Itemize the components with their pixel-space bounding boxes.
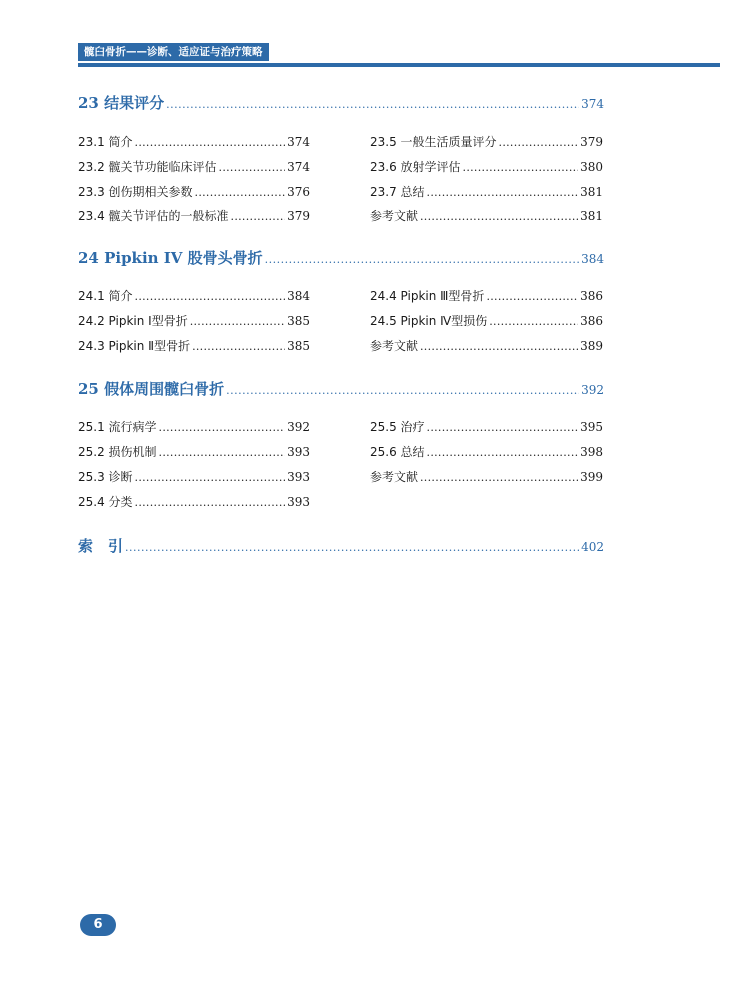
- entry-title: 25.1 流行病学: [78, 420, 157, 434]
- toc-index[interactable]: [78, 536, 604, 558]
- entry-page: 393: [287, 470, 310, 484]
- entry-page: 386: [580, 314, 603, 328]
- toc-entry-23-3[interactable]: [78, 184, 310, 200]
- entry-title: 25.3 诊断: [78, 470, 133, 484]
- dot-leader: [265, 250, 579, 270]
- entry-title: 参考文献: [370, 209, 419, 223]
- entry-title: 23.7 总结: [370, 185, 425, 199]
- entry-page: 379: [580, 135, 603, 149]
- dot-leader: [159, 420, 286, 436]
- entry-title: 23.2 髋关节功能临床评估: [78, 160, 217, 174]
- entry-title: 参考文献: [370, 470, 419, 484]
- entry-page: 386: [580, 289, 603, 303]
- entry-title: 参考文献: [370, 339, 419, 353]
- entry-title: 23.4 髋关节评估的一般标准: [78, 209, 229, 223]
- entry-title: 24.1 简介: [78, 289, 133, 303]
- header-rule: [78, 63, 720, 67]
- toc-entry-25-4[interactable]: [78, 494, 310, 510]
- entry-page: 381: [580, 185, 603, 199]
- entry-title: 24.2 Pipkin Ⅰ型骨折: [78, 314, 188, 328]
- dot-leader: [135, 289, 286, 305]
- entry-page: 392: [287, 420, 310, 434]
- dot-leader: [420, 339, 578, 355]
- toc-entry-23-6[interactable]: [370, 159, 603, 175]
- dot-leader: [427, 420, 579, 436]
- entry-page: 389: [580, 339, 603, 353]
- entry-title: 24.3 Pipkin Ⅱ型骨折: [78, 339, 191, 353]
- toc-entry-25-3[interactable]: [78, 469, 310, 485]
- entry-page: 398: [580, 445, 603, 459]
- toc-entry-23-references[interactable]: [370, 208, 603, 224]
- entry-page: 395: [580, 420, 603, 434]
- entry-page: 381: [580, 209, 603, 223]
- dot-leader: [192, 339, 285, 355]
- entry-page: 399: [580, 470, 603, 484]
- dot-leader: [219, 160, 286, 176]
- toc-entry-24-4[interactable]: [370, 288, 603, 304]
- dot-leader: [463, 160, 579, 176]
- chapter-title: 索 引: [78, 537, 124, 555]
- toc-entry-25-1[interactable]: [78, 419, 310, 435]
- entry-page: 374: [287, 135, 310, 149]
- entry-page: 374: [287, 160, 310, 174]
- dot-leader: [231, 209, 286, 225]
- toc-entry-24-references[interactable]: [370, 338, 603, 354]
- chapter-page: 392: [581, 383, 604, 397]
- toc-entry-23-5[interactable]: [370, 134, 603, 150]
- toc-chapter-24[interactable]: [78, 248, 604, 270]
- toc-entry-24-2[interactable]: [78, 313, 310, 329]
- entry-title: 24.5 Pipkin Ⅳ型损伤: [370, 314, 488, 328]
- entry-page: 376: [287, 185, 310, 199]
- toc-entry-23-7[interactable]: [370, 184, 603, 200]
- dot-leader: [125, 538, 579, 558]
- dot-leader: [499, 135, 579, 151]
- entry-page: 393: [287, 445, 310, 459]
- dot-leader: [135, 495, 286, 511]
- entry-page: 393: [287, 495, 310, 509]
- entry-page: 380: [580, 160, 603, 174]
- entry-page: 385: [287, 314, 310, 328]
- entry-page: 384: [287, 289, 310, 303]
- entry-title: 25.5 治疗: [370, 420, 425, 434]
- toc-entry-25-references[interactable]: [370, 469, 603, 485]
- dot-leader: [489, 314, 578, 330]
- entry-title: 23.6 放射学评估: [370, 160, 461, 174]
- dot-leader: [420, 209, 578, 225]
- toc-chapter-23[interactable]: [78, 93, 604, 115]
- running-header-title: 髋臼骨折——诊断、适应证与治疗策略: [78, 43, 269, 61]
- toc-entry-24-1[interactable]: [78, 288, 310, 304]
- dot-leader: [420, 470, 578, 486]
- toc-entry-23-4[interactable]: [78, 208, 310, 224]
- dot-leader: [486, 289, 578, 305]
- chapter-title: 25 假体周围髋臼骨折: [78, 380, 225, 398]
- entry-page: 379: [287, 209, 310, 223]
- chapter-page: 384: [581, 252, 604, 266]
- dot-leader: [195, 185, 286, 201]
- dot-leader: [190, 314, 285, 330]
- chapter-title: 24 Pipkin IV 股骨头骨折: [78, 249, 263, 267]
- entry-title: 23.1 简介: [78, 135, 133, 149]
- toc-entry-25-2[interactable]: [78, 444, 310, 460]
- dot-leader: [427, 445, 579, 461]
- entry-title: 23.3 创伤期相关参数: [78, 185, 193, 199]
- entry-title: 25.6 总结: [370, 445, 425, 459]
- page-number-badge: 6: [80, 914, 116, 936]
- chapter-title: 23 结果评分: [78, 94, 165, 112]
- dot-leader: [135, 470, 286, 486]
- toc-entry-24-3[interactable]: [78, 338, 310, 354]
- entry-title: 23.5 一般生活质量评分: [370, 135, 497, 149]
- toc-chapter-25[interactable]: [78, 379, 604, 401]
- entry-title: 25.4 分类: [78, 495, 133, 509]
- chapter-page: 374: [581, 97, 604, 111]
- dot-leader: [427, 185, 579, 201]
- entry-page: 385: [287, 339, 310, 353]
- toc-entry-23-1[interactable]: [78, 134, 310, 150]
- toc-entry-24-5[interactable]: [370, 313, 603, 329]
- dot-leader: [166, 95, 579, 115]
- dot-leader: [226, 381, 579, 401]
- toc-entry-23-2[interactable]: [78, 159, 310, 175]
- dot-leader: [159, 445, 286, 461]
- entry-title: 24.4 Pipkin Ⅲ型骨折: [370, 289, 485, 303]
- toc-entry-25-6[interactable]: [370, 444, 603, 460]
- chapter-page: 402: [581, 540, 604, 554]
- entry-title: 25.2 损伤机制: [78, 445, 157, 459]
- toc-entry-25-5[interactable]: [370, 419, 603, 435]
- dot-leader: [135, 135, 286, 151]
